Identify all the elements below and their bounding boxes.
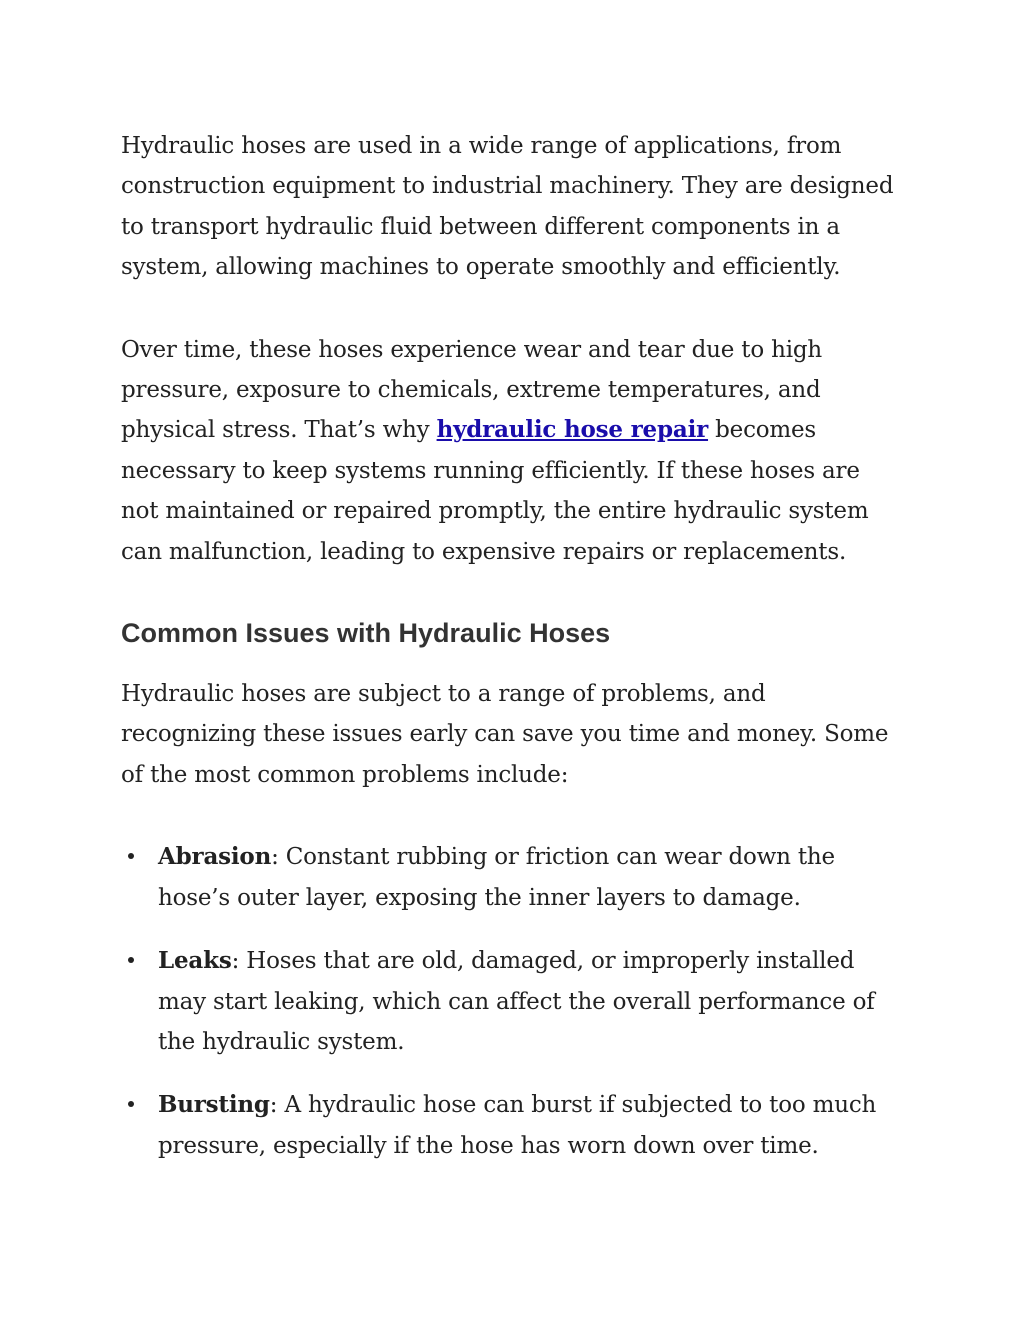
repair-paragraph-rest: becomes necessary to keep systems running efficiently. If these hoses are not maintained or repaired promptly, the entire hydraulic system can malfunction, leading to expensive repairs or replacements. xyxy=(121,417,869,565)
bullet-icon xyxy=(128,957,134,963)
list-item xyxy=(121,1085,901,1166)
article-body xyxy=(121,126,901,1189)
issue-term: Leaks xyxy=(158,947,232,975)
repair-paragraph xyxy=(121,330,901,572)
hydraulic-hose-repair-link[interactable]: hydraulic hose repair xyxy=(436,416,709,444)
section-intro: Hydraulic hoses are subject to a range of problems, and recognizing these issues early can save you time and money. Some of the most common problems include: xyxy=(121,681,889,788)
section-heading: Common Issues with Hydraulic Hoses xyxy=(121,618,611,649)
issue-description: : Constant rubbing or friction can wear down the hose’s outer layer, exposing the inner layers to damage. xyxy=(158,844,835,911)
issue-description: : Hoses that are old, damaged, or improperly installed may start leaking, which can affect the overall performance of the hydraulic system. xyxy=(158,948,875,1055)
repair-paragraph-lead: Over time, these hoses experience wear and tear due to high pressure, exposure to chemicals, extreme temperatures, and physical stress. That’s why xyxy=(121,336,822,444)
bullet-icon xyxy=(128,1101,134,1107)
list-item xyxy=(121,837,901,918)
bullet-icon xyxy=(128,853,134,859)
intro-paragraph: Hydraulic hoses are used in a wide range of applications, from construction equipment to industrial machinery. They are designed to transport hydraulic fluid between different components in a system, allowing machines to operate smoothly and efficiently. xyxy=(121,133,894,281)
issue-description: : A hydraulic hose can burst if subjected to too much pressure, especially if the hose has worn down over time. xyxy=(158,1092,877,1159)
issues-list xyxy=(121,837,901,1166)
list-item xyxy=(121,941,901,1062)
issue-term: Abrasion xyxy=(158,843,272,871)
issue-term: Bursting xyxy=(158,1091,270,1119)
